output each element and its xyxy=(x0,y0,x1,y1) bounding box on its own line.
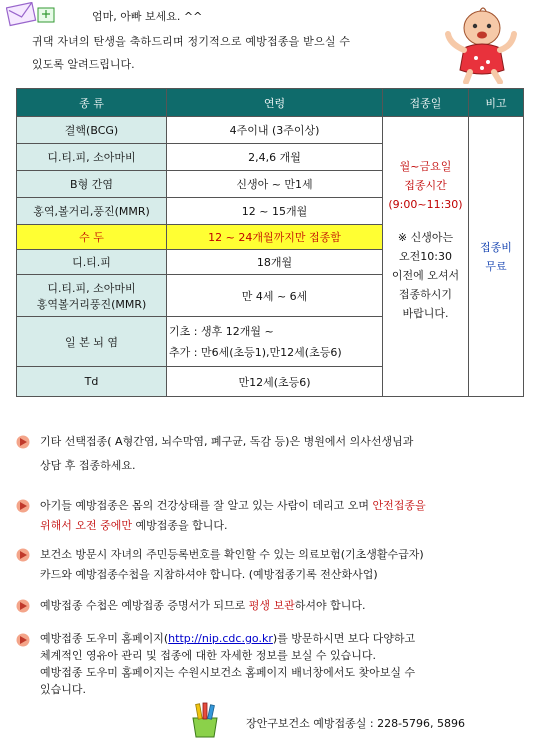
note-5-line-2: 체계적인 영유아 관리 및 접종에 대한 자세한 정보를 보실 수 있습니다. xyxy=(40,649,376,662)
greeting-text: 엄마, 아빠 보세요. ^^ xyxy=(92,10,203,23)
vaccine-type: 디.티.피, 소아마비 xyxy=(17,144,167,171)
vaccine-type: B형 간염 xyxy=(17,171,167,198)
note-1-line-2: 상담 후 접종하세요. xyxy=(40,459,136,472)
vaccine-age-line-1: 기초 : 생후 12개월 ~ xyxy=(169,324,274,338)
remark-cell xyxy=(469,117,524,397)
vaccine-type-line-1: 디.티.피, 소아마비 xyxy=(47,281,136,295)
vaccine-age: 4주이내 (3주이상) xyxy=(167,117,383,144)
note-5-text-b: )를 방문하시면 보다 다양하고 xyxy=(272,632,416,645)
red-bullet-icon xyxy=(16,499,30,513)
vaccine-type: 디.티.피 xyxy=(17,250,167,275)
day-note-3: 이전에 오셔서 xyxy=(391,269,460,282)
vaccine-type: 결핵(BCG) xyxy=(17,117,167,144)
day-note-1: ※ 신생아는 xyxy=(397,231,454,244)
day-line-1: 월~금요일 xyxy=(399,160,452,173)
table-header-row xyxy=(17,89,524,117)
vaccine-type: 일 본 뇌 염 xyxy=(17,317,167,367)
remark-line-1: 접종비 xyxy=(480,240,512,254)
note-1-line-1: 기타 선택접종( A형간염, 뇌수막염, 폐구균, 독감 등)은 병원에서 의사선생님과 xyxy=(40,435,414,448)
note-5-text-a: 예방접종 도우미 홈페이지( xyxy=(40,632,169,645)
note-5-line-4: 있습니다. xyxy=(40,683,87,696)
note-4-red: 평생 보관 xyxy=(248,599,295,612)
note-2-red-1: 안전접종을 xyxy=(372,499,426,512)
note-3-line-1: 보건소 방문시 자녀의 주민등록번호를 확인할 수 있는 의료보험(기초생활수급자) xyxy=(40,548,424,561)
intro-line-1: 귀댁 자녀의 탄생을 축하드리며 정기적으로 예방접종을 받으실 수 xyxy=(32,35,351,48)
note-2-red-2: 위해서 오전 중에만 xyxy=(40,519,133,532)
red-bullet-icon xyxy=(16,633,30,647)
vaccine-type-line-2: 홍역볼거리풍진(MMR) xyxy=(36,297,147,311)
vaccine-age xyxy=(167,317,383,367)
header-age: 연령 xyxy=(167,89,383,117)
note-4-text-b: 하셔야 합니다. xyxy=(294,599,366,612)
day-note-5: 바랍니다. xyxy=(402,307,449,320)
table-row xyxy=(17,117,524,144)
pencil-cup-icon xyxy=(188,702,222,738)
header-remark: 비고 xyxy=(469,89,524,117)
note-2-text-b: 예방접종을 합니다. xyxy=(132,519,228,532)
vaccine-age: 12 ~ 15개월 xyxy=(167,198,383,225)
note-5-line-3: 예방접종 도우미 홈페이지는 수원시보건소 홈페이지 배너창에서도 찾아보실 수 xyxy=(40,666,416,679)
vaccine-type: Td xyxy=(17,367,167,397)
intro-line-2: 있도록 알려드립니다. xyxy=(32,58,135,71)
header-type: 종 류 xyxy=(17,89,167,117)
vaccine-type: 수 두 xyxy=(17,225,167,250)
note-2-text-a: 아기들 예방접종은 몸의 건강상태를 잘 알고 있는 사람이 데리고 오며 xyxy=(40,499,373,512)
vaccine-age: 만12세(초등6) xyxy=(167,367,383,397)
red-bullet-icon xyxy=(16,435,30,449)
day-line-3: (9:00~11:30) xyxy=(388,198,463,211)
intro-section xyxy=(0,0,538,82)
header-day: 접종일 xyxy=(383,89,469,117)
vaccine-age: 신생아 ~ 만1세 xyxy=(167,171,383,198)
day-note-2: 오전10:30 xyxy=(399,250,452,263)
nip-homepage-link[interactable]: http://nip.cdc.go.kr xyxy=(168,632,273,645)
vaccine-type: 홍역,볼거리,풍진(MMR) xyxy=(17,198,167,225)
baby-illustration xyxy=(440,4,530,84)
vaccine-age: 12 ~ 24개월까지만 접종함 xyxy=(167,225,383,250)
vaccine-age: 2,4,6 개월 xyxy=(167,144,383,171)
vaccine-age: 만 4세 ~ 6세 xyxy=(167,275,383,317)
vaccination-schedule-table xyxy=(16,88,524,397)
vaccine-type xyxy=(17,275,167,317)
day-note-4: 접종하시기 xyxy=(398,288,453,301)
vaccination-day-cell xyxy=(383,117,469,397)
envelope-icon xyxy=(6,2,62,28)
red-bullet-icon xyxy=(16,599,30,613)
note-3-line-2: 카드와 예방접종수첩을 지참하셔야 합니다. (예방접종기록 전산화사업) xyxy=(40,568,378,581)
footer-contact: 장안구보건소 예방접종실 : 228-5796, 5896 xyxy=(246,717,466,730)
remark-line-2: 무료 xyxy=(485,259,507,273)
vaccine-age-line-2: 추가 : 만6세(초등1),만12세(초등6) xyxy=(169,345,342,359)
red-bullet-icon xyxy=(16,548,30,562)
note-4-text-a: 예방접종 수첩은 예방접종 증명서가 되므로 xyxy=(40,599,249,612)
day-line-2: 접종시간 xyxy=(404,179,447,192)
vaccine-age: 18개월 xyxy=(167,250,383,275)
